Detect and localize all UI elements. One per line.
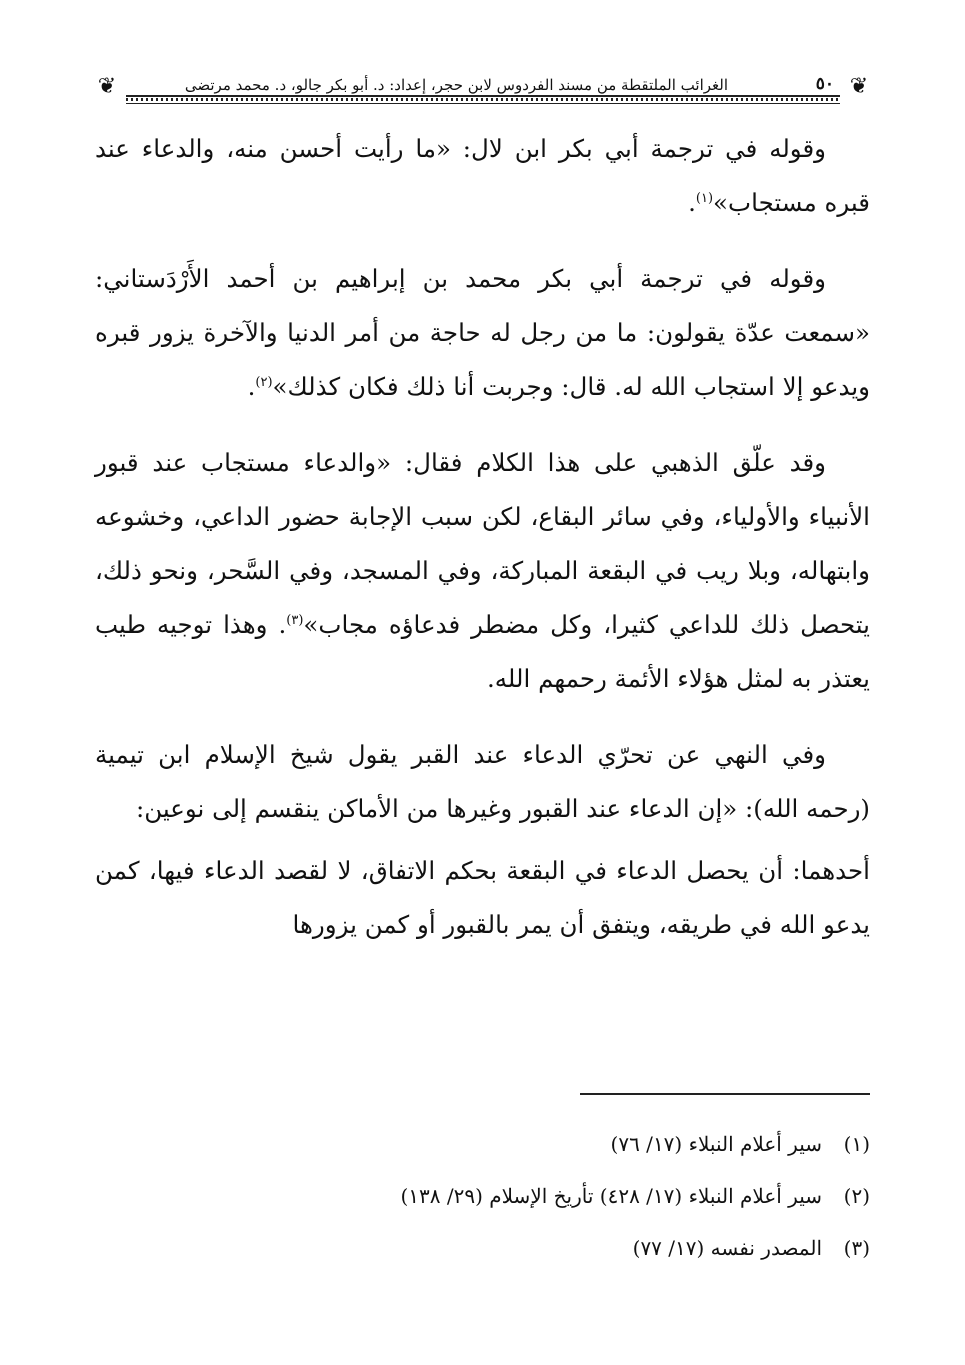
header-border [126, 95, 840, 104]
footnote-ref: (٣) [286, 612, 304, 628]
paragraph: وقد علّق الذهبي على هذا الكلام فقال: «والدعاء مستجاب عند قبور الأنبياء والأولياء، وفي سائر البقاع، لكن سبب الإجابة حضور الداعي، وخشوعه وابتهاله، وبلا ريب في البقعة المباركة، وفي المسجد، وفي السَّحر، ونحو ذلك، يتحصل ذلك للداعي كثيرا، وكل مضطر فدعاؤه مجاب»$^{(٣)}$. وهذا توجيه طيب يعتذر به لمثل هؤلاء الأئمة رحمهم الله. [95, 448, 870, 693]
running-title: الغرائب الملتقطة من مسند الفردوس لابن حجر، إعداد: د. أبو بكر جالو، د. محمد مرتضى [184, 76, 728, 94]
footnote-text: سير أعلام النبلاء (١٧/ ٤٢٨) تأريخ الإسلام (٢٩/ ١٣٨) [400, 1184, 822, 1208]
paragraph: أحدهما: أن يحصل الدعاء في البقعة بحكم الاتفاق، لا لقصد الدعاء فيها، كمن يدعو الله في طريقه، ويتفق أن يمر بالقبور أو كمن يزورها [95, 856, 870, 939]
paragraph: وقوله في ترجمة أبي بكر ابن لال: «ما رأيت أحسن منه، والدعاء عند قبره مستجاب»$^{(١)}$. [95, 134, 870, 217]
paragraph: وقوله في ترجمة أبي بكر محمد بن إبراهيم بن أحمد الأَرْدَستاني: «سمعت عدّة يقولون: ما من رجل له حاجة من أمر الدنيا والآخرة يزور قبره ويدعو إلا استجاب الله له. قال: وجربت أنا ذلك فكان كذلك»$^{(٢)}$. [95, 264, 870, 401]
footnote [150, 1170, 870, 1222]
footnotes [150, 1118, 870, 1274]
page-header [88, 70, 878, 104]
page-number: ٥٠ [815, 74, 834, 94]
footnote-number: (٢) [843, 1184, 870, 1208]
footnote-separator [580, 1093, 870, 1095]
ornament-left-icon: ❦ [97, 74, 117, 99]
paragraph: وفي النهي عن تحرّي الدعاء عند القبر يقول شيخ الإسلام ابن تيمية (رحمه الله): «إن الدعاء عند القبور وغيرها من الأماكن ينقسم إلى نوعين: [95, 740, 870, 823]
footnote-text: المصدر نفسه (١٧/ ٧٧) [632, 1236, 822, 1260]
footnote-text: سير أعلام النبلاء (١٧/ ٧٦) [610, 1132, 822, 1156]
footnote-number: (١) [843, 1132, 870, 1156]
footnote [150, 1118, 870, 1170]
footnote [150, 1222, 870, 1274]
footnote-ref: (٢) [255, 374, 273, 390]
footnote-number: (٣) [843, 1236, 870, 1260]
main-text [95, 122, 870, 952]
ornament-right-icon: ❦ [849, 74, 869, 99]
footnote-ref: (١) [695, 190, 714, 206]
